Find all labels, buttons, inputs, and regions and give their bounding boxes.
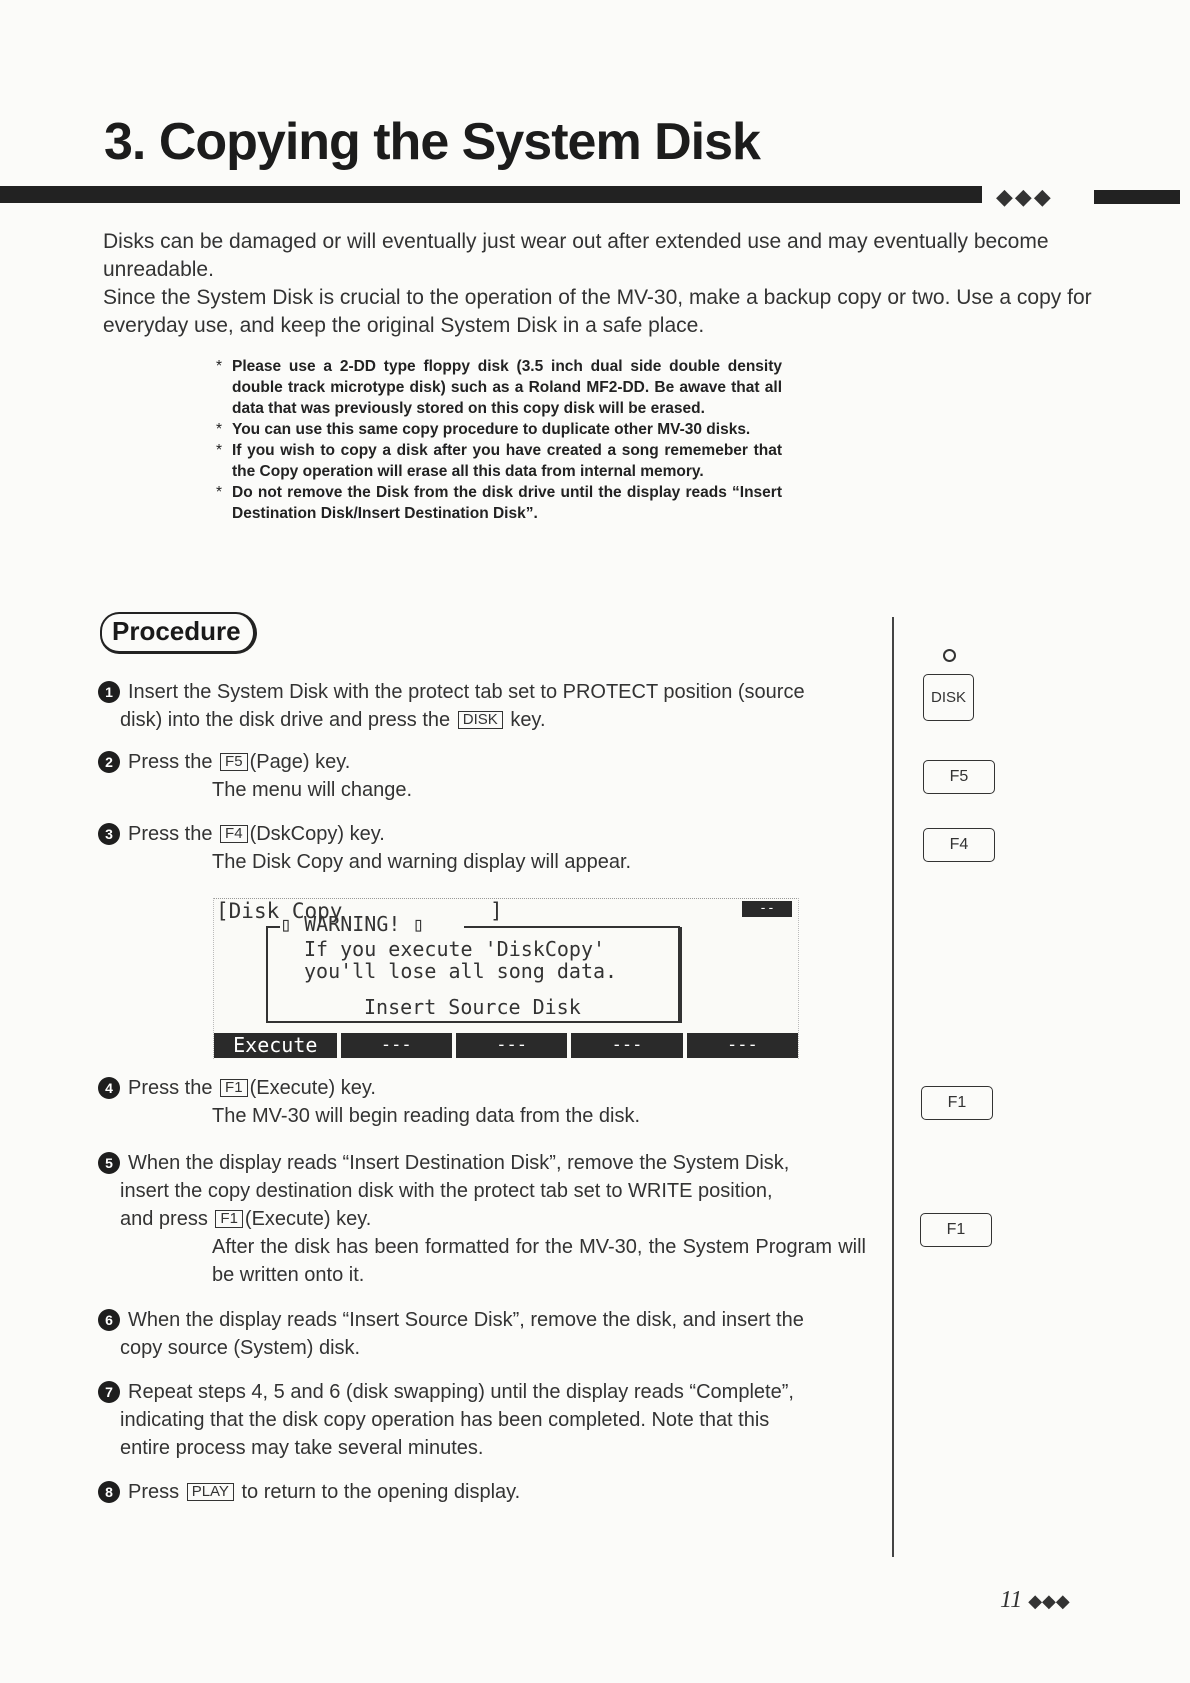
step-text: copy source (System) disk. bbox=[120, 1337, 361, 1359]
step-result: The MV-30 will begin reading data from the disk. bbox=[212, 1105, 640, 1127]
step-result: After the disk has been formatted for the MV-30, the System Program will be written onto it. bbox=[212, 1236, 866, 1286]
note-item bbox=[216, 482, 782, 524]
disk-key-label: DISK bbox=[458, 711, 503, 729]
step-7 bbox=[98, 1378, 866, 1462]
step-5 bbox=[98, 1149, 866, 1289]
lcd-warning-title: ▯ WARNING! ▯ bbox=[280, 912, 425, 936]
lcd-header-text: Disk Copy bbox=[228, 899, 343, 923]
step-text: Repeat steps 4, 5 and 6 (disk swapping) until the display reads “Complete”, bbox=[128, 1381, 794, 1403]
note-marker: * bbox=[216, 442, 223, 459]
lcd-status-dash: -- bbox=[742, 901, 792, 917]
step-text: and press bbox=[120, 1208, 208, 1230]
step-number: 4 bbox=[98, 1077, 120, 1099]
side-key-f5: F5 bbox=[923, 760, 995, 794]
note-text: You can use this same copy procedure to duplicate other MV-30 disks. bbox=[232, 421, 751, 438]
page-number-text: 11 bbox=[1000, 1587, 1023, 1613]
step-text: key. bbox=[510, 709, 546, 731]
lcd-display bbox=[213, 898, 799, 1059]
step-number: 5 bbox=[98, 1152, 120, 1174]
note-marker: * bbox=[216, 484, 223, 501]
step-6 bbox=[98, 1306, 866, 1362]
lcd-line-2: you'll lose all song data. bbox=[304, 959, 618, 983]
step-number: 8 bbox=[98, 1481, 120, 1503]
step-number: 2 bbox=[98, 751, 120, 773]
step-text: (Execute) key. bbox=[249, 1077, 376, 1099]
step-text: Press bbox=[128, 1481, 180, 1503]
procedure-label: Procedure bbox=[100, 612, 257, 654]
page-number bbox=[1000, 1587, 1070, 1614]
step-2 bbox=[98, 748, 866, 804]
step-text: Insert the System Disk with the protect tab set to PROTECT position (source bbox=[128, 681, 805, 703]
indicator-led-icon bbox=[943, 649, 956, 662]
step-result: The Disk Copy and warning display will appear. bbox=[212, 851, 632, 873]
side-key-f1-second: F1 bbox=[920, 1213, 992, 1247]
intro-paragraph-2: Since the System Disk is crucial to the operation of the MV-30, make a backup copy or two. Use a copy for everyday use, and keep the original System Disk in a safe place. bbox=[103, 286, 1092, 337]
side-key-f4: F4 bbox=[923, 828, 995, 862]
note-item bbox=[216, 356, 782, 419]
step-1 bbox=[98, 678, 866, 734]
lcd-fkey-5: --- bbox=[687, 1033, 798, 1058]
footer-diamonds: ◆◆◆ bbox=[1028, 1591, 1070, 1611]
lcd-bracket-right: ] bbox=[490, 899, 503, 923]
lcd-line-1: If you execute 'DiskCopy' bbox=[304, 937, 606, 961]
page-title: 3. Copying the System Disk bbox=[104, 113, 760, 171]
note-text: Do not remove the Disk from the disk drive until the display reads “Insert Destination Disk/Insert Destination Disk”. bbox=[232, 484, 782, 522]
lcd-bracket-left: [ bbox=[216, 899, 229, 923]
step-3 bbox=[98, 820, 866, 876]
lcd-dialog-top-left bbox=[266, 926, 280, 928]
step-text: (DskCopy) key. bbox=[249, 823, 385, 845]
f4-key-label: F4 bbox=[220, 825, 248, 843]
step-result: The menu will change. bbox=[212, 779, 413, 801]
step-text: disk) into the disk drive and press the bbox=[120, 709, 451, 731]
step-text: When the display reads “Insert Destination Disk”, remove the System Disk, bbox=[128, 1152, 790, 1174]
step-8 bbox=[98, 1478, 866, 1506]
step-number: 1 bbox=[98, 681, 120, 703]
step-text: to return to the opening display. bbox=[241, 1481, 521, 1503]
note-item bbox=[216, 419, 782, 440]
note-text: If you wish to copy a disk after you have created a song rememeber that the Copy operation will erase all this data from internal memory. bbox=[232, 442, 782, 480]
lcd-line-3: Insert Source Disk bbox=[364, 995, 581, 1019]
title-rule bbox=[0, 186, 982, 203]
step-text: entire process may take several minutes. bbox=[120, 1437, 484, 1459]
side-key-f1: F1 bbox=[921, 1086, 993, 1120]
step-text: Press the bbox=[128, 751, 213, 773]
step-number: 7 bbox=[98, 1381, 120, 1403]
title-rule-right bbox=[1094, 190, 1180, 204]
lcd-fkey-execute: Execute bbox=[214, 1033, 337, 1058]
header-diamonds: ◆◆◆ bbox=[996, 184, 1053, 209]
lcd-dialog-top-right bbox=[464, 926, 680, 928]
step-number: 3 bbox=[98, 823, 120, 845]
lcd-function-bar bbox=[214, 1033, 798, 1058]
lcd-fkey-4: --- bbox=[571, 1033, 682, 1058]
note-marker: * bbox=[216, 421, 223, 438]
step-text: indicating that the disk copy operation has been completed. Note that this bbox=[120, 1409, 770, 1431]
intro-paragraph-1: Disks can be damaged or will eventually just wear out after extended use and may eventually become unreadable. bbox=[103, 230, 1049, 281]
step-text: (Execute) key. bbox=[244, 1208, 372, 1230]
side-key-disk: DISK bbox=[923, 674, 974, 721]
f5-key-label: F5 bbox=[220, 753, 248, 771]
step-text: Press the bbox=[128, 823, 213, 845]
step-text: When the display reads “Insert Source Disk”, remove the disk, and insert the bbox=[128, 1309, 804, 1331]
step-text: insert the copy destination disk with the protect tab set to WRITE position, bbox=[120, 1180, 773, 1202]
lcd-fkey-3: --- bbox=[456, 1033, 567, 1058]
f1-key-label: F1 bbox=[220, 1079, 248, 1097]
play-key-label: PLAY bbox=[187, 1483, 234, 1501]
f1-key-label: F1 bbox=[215, 1210, 243, 1228]
step-4 bbox=[98, 1074, 866, 1130]
step-text: (Page) key. bbox=[249, 751, 351, 773]
note-item bbox=[216, 440, 782, 482]
lcd-fkey-2: --- bbox=[341, 1033, 452, 1058]
step-number: 6 bbox=[98, 1309, 120, 1331]
note-text: Please use a 2-DD type floppy disk (3.5 inch dual side double density double track microtype disk) such as a Roland MF2-DD. Be awave that all data that was previously stored on this copy disk will be erased. bbox=[232, 358, 782, 417]
note-marker: * bbox=[216, 358, 223, 375]
step-text: Press the bbox=[128, 1077, 213, 1099]
column-divider bbox=[892, 617, 894, 1557]
notes-block bbox=[216, 356, 782, 524]
